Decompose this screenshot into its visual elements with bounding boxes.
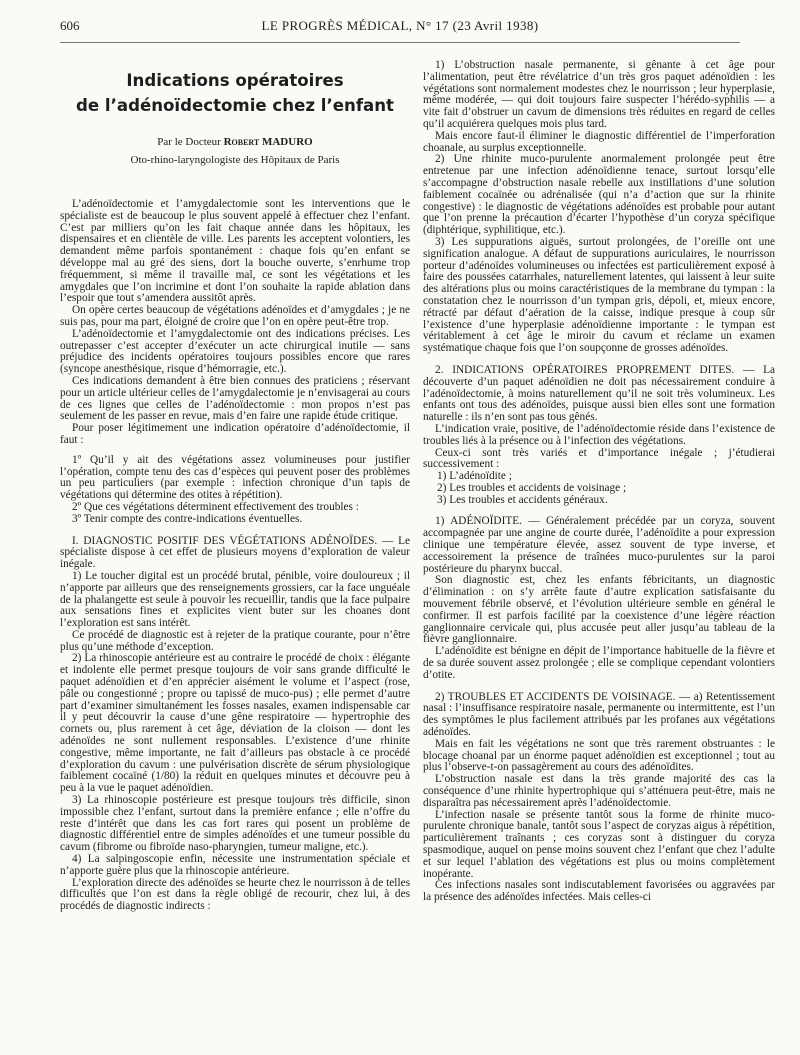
paragraph: Mais en fait les végétations ne sont que très rarement obstruantes : le blocage choanal par un énorme paquet adénoïdien est exceptionnel ; tout au plus l’observe-t-on passagèrement au cours des adénoïdites. [423,737,775,774]
list-item: 3) Les troubles et accidents généraux. [437,493,608,506]
list-item: 3º Tenir compte des contre-indications éventuelles. [72,512,303,525]
journal-title: LE PROGRÈS MÉDICAL, N° 17 (23 Avril 1938) [261,18,539,33]
section-heading-paragraph: 2. INDICATIONS OPÉRATOIRES PROPREMENT DITES. — La découverte d’un paquet adénoïdien ne doit pas nécessairement conduire à l’adénoïdectomie, à moins naturellement qu’il ne soit très volumineux. Les enfants ont tous des adénoïdes, puisque aussi bien elles sont une formation naturelle : ils n’en sont pas tous gênés. [423,363,775,424]
author-affiliation: Oto-rhino-laryngologiste des Hôpitaux de Paris [130,154,340,166]
paragraph: 4) La salpingoscopie enfin, nécessite une instrumentation spéciale et n’apporte guère plus que la rhinoscopie antérieure. [60,853,410,877]
right-column [423,60,775,1045]
article-title-line-2: de l’adénoïdectomie chez l’enfant [75,96,394,115]
article-heading [60,68,410,167]
paragraph: 1) L’obstruction nasale permanente, si gênante à cet âge pour l’alimentation, peut être révélatrice d’un très gros paquet adénoïdien : les végétations sont normalement modestes chez le nourrisson ; leur hyperplasie, même modérée, — qui doit toujours faire suspecter l’hérédo-syphilis — a vite fait d’obstruer un cavum de dimensions très réduites en regard de celles qu’il acquiérera quelques mois plus tard. [423,60,775,130]
paragraph: Ces infections nasales sont indiscutablement favorisées ou aggravées par la présence des adénoïdes infectées. Mais celles-ci [423,879,775,904]
author-name: Robert MADURO [223,136,313,148]
header-rule [60,42,740,43]
list-item: 2º Que ces végétations déterminent effectivement des troubles : [72,500,359,513]
list-item: 2) Les troubles et accidents de voisinage ; [437,481,627,494]
paragraph: L’exploration directe des adénoïdes se heurte chez le nourrisson à de telles difficultés que l’on est dans la règle obligé de recourir, chez lui, à des procédés de diagnostic indirects : [60,876,410,913]
paragraph: Ce procédé de diagnostic est à rejeter de la pratique courante, pour n’être plus qu’une méthode d’exception. [60,628,410,653]
paragraph: On opère certes beaucoup de végétations adénoïdes et d’amygdales ; je ne suis pas, pour ma part, éloigné de croire que l’on en opère peut-être trop. [60,304,410,328]
list-item: 1) L’adénoïdite ; [437,470,512,483]
byline [60,135,410,149]
list-item: 1º Qu’il y ait des végétations assez volumineuses pour justifier l’opération, compte tenu des cas d’espèces qui peuvent poser des problèmes un peu particuliers (par exemple : infection chronique d’un tapis de végétations qui détermine des otites à répétition). [60,453,410,502]
paragraph: Son diagnostic est, chez les enfants fébricitants, un diagnostic d’élimination : on s’y arrête faute d’autre explication satisfaisante du mouvement fébrile observé, et l’évolution ultérieure semble en général le confirmer. Il est parfois facilité par la coexistence d’une légère réaction ganglionnaire cervicale qui, plus accusée peut aller jusqu’au tableau de la fièvre ganglionnaire. [423,574,775,646]
article-title-line-1: Indications opératoires [126,71,344,90]
left-column [60,60,410,1045]
paragraph: Ceux-ci sont très variés et d’importance inégale ; j’étudierai successivement : [423,446,775,471]
paragraph: Ces indications demandent à être bien connues des praticiens ; réservant pour un article ultérieur celles de l’amygdalectomie je n’envisagerai au cours de ces lignes que celles de l’adénoïdectomie : mon propos n’est pas seulement de les passer en revue, mais d’en faire une rapide étude critique. [60,374,410,423]
paragraph: L’infection nasale se présente tantôt sous la forme de rhinite muco-purulente chronique banale, tantôt sous l’aspect de coryzas aigus à répétition, particulièrement traînants ; ces coryzas sont à distinguer du coryza spasmodique, auquel on pense moins souvent chez l’enfant que chez l’adulte et sur lequel l’ablation des végétations est plus ou moins complètement inopérante. [423,808,775,880]
byline-prefix: Par le Docteur [157,136,221,148]
section-heading-paragraph: I. DIAGNOSTIC POSITIF DES VÉGÉTATIONS ADÉNOÏDES. — Le spécialiste dispose à cet effet de plusieurs moyens d’exploration de valeur inégale. [60,534,410,571]
paragraph: L’adénoïdite est bénigne en dépit de l’importance habituelle de la fièvre et de sa durée souvent assez prolongée ; elle se complique cependant volontiers d’otite. [423,645,775,681]
section-heading-paragraph: 2) TROUBLES ET ACCIDENTS DE VOISINAGE. — a) Retentissement nasal : l’insuffisance respiratoire nasale, permanente ou intermittente, est l’un des symptômes le plus facilement attribués par les profanes aux végétations adénoïdes. [423,690,775,739]
paragraph: Mais encore faut-il éliminer le diagnostic différentiel de l’imperforation choanale, au surplus exceptionnelle. [423,129,775,154]
section-heading-paragraph: 1) ADÉNOÏDITE. — Généralement précédée par un coryza, souvent accompagnée par une angine de courte durée, l’adénoïdite a pour expression clinique une température élevée, assez souvent de type inverse, et accessoirement la présence de traînées muco-purulentes sur la paroi postérieure du pharynx buccal. [423,515,775,575]
paragraph: 2) Une rhinite muco-purulente anormalement prolongée peut être entretenue par une infection adénoïdienne tenace, surtout lorsqu’elle s’accompagne d’obstruction nasale rebelle aux instillations d’une solution faiblement cocaïnée ou adrénalisée (qui n’a d’action que sur la rhinite congestive) : le diagnostic de végétations adénoïdes est probable pour autant que l’on prenne la précaution d’écarter l’hypothèse d’un coryza spécifique (diphtérique, syphilitique, etc.). [423,153,775,237]
paragraph: L’obstruction nasale est dans la très grande majorité des cas la conséquence d’une rhinite hypertrophique qui s’atténuera peut-être, mais ne disparaîtra pas nécessairement après l’adénoïdectomie. [423,773,775,809]
paragraph: L’adénoïdectomie et l’amygdalectomie ont des indications précises. Les outrepasser c’est accepter d’exécuter un acte chirurgical inutile — sans préjudice des incidents opératoires toujours possibles encore que rares (syncope anesthésique, risque d’hémorragie, etc.). [60,327,410,376]
paragraph: 3) La rhinoscopie postérieure est presque toujours très difficile, sinon impossible chez l’enfant, surtout dans la première enfance ; elle n’offre du reste d’intérêt que dans les cas fort rares qui posent un problème de diagnostic différentiel entre de simples adénoïdes et une tumeur possible du cavum (fibrome ou fibroïde naso-pharyngien, tumeur maligne, etc.). [60,794,410,854]
paragraph: L’adénoïdectomie et l’amygdalectomie sont les interventions que le spécialiste est de beaucoup le plus souvent appelé à effectuer chez l’enfant. C’est par milliers qu’on les fait chaque année dans les hôpitaux, les dispensaires et en clientèle de ville. Les parents les acceptent volontiers, les demandent même parfois spontanément : chaque fois qu’en enfant se développe mal au gré des siens, dort la bouche ouverte, s’enrhume trop fréquemment, si même il travaille mal, ce sont les végétations et les amygdales que l’on incrimine et dont l’on souhaite la rapide ablation dans l’espoir que tout s’amendera aussitôt après. [60,198,410,305]
paragraph: L’indication vraie, positive, de l’adénoïdectomie réside dans l’existence de troubles liés à la présence ou à l’infection des végétations. [423,422,775,447]
paragraph: 2) La rhinoscopie antérieure est au contraire le procédé de choix : élégante et indolente elle permet presque toujours de voir sans grande difficulté le paquet adénoïdien et d’en apprécier aisément le volume et l’aspect (rose, pâle ou congestionné ; propre ou tapissé de muco-pus) ; elle permet d’autre part d’examiner simultanément les fosses nasales, examen indispensable car il y peut découvrir la cause d’une gêne respiratoire — hypertrophie des cornets ou, plus rarement à cet âge, déviation de la cloison — dont les adénoïdes ne sont nullement responsables. L’existence d’une rhinite congestive, même importante, ne fait d’ailleurs pas obstacle à ce procédé d’exploration du cavum : une pulvérisation discrète de sérum physiologique faiblement cocaïné (1/80) la réduit en quelques minutes et découvre peu à peu à la vue le paquet adénoïdien. [60,652,410,795]
paragraph: 1) Le toucher digital est un procédé brutal, pénible, voire douloureux ; il n’apporte par ailleurs que des renseignements grossiers, car la face unguéale de la phalangette est seule à pouvoir les recueillir, tandis que la face pulpaire aux sensations fines et explicites vient buter sur les choanes dont l’exploration est sans intérêt. [60,569,410,630]
running-header [60,18,740,36]
paragraph: 3) Les suppurations aiguës, surtout prolongées, de l’oreille ont une signification analogue. A défaut de suppurations auriculaires, le nourrisson porteur d’adénoïdes volumineuses ou infectées est particulièrement exposé à faire des poussées catarrhales, naturellement latentes, qui laissent à leur suite des altérations plus ou moins caractéristiques de la membrane du tympan : la constatation chez le nourrisson d’un tympan gris, dépoli, et, mieux encore, rétracté par défaut d’aération de la caisse, indique presque à coup sûr l’existence d’une hyperplasie adénoïdienne importante : le tympan est véritablement à cet âge le miroir du cavum et réclame un examen systématique chaque fois que l’on soupçonne de grosses adénoïdes. [423,235,775,355]
page-number: 606 [60,18,80,33]
paragraph: Pour poser légitimement une indication opératoire d’adénoïdectomie, il faut : [60,422,410,446]
